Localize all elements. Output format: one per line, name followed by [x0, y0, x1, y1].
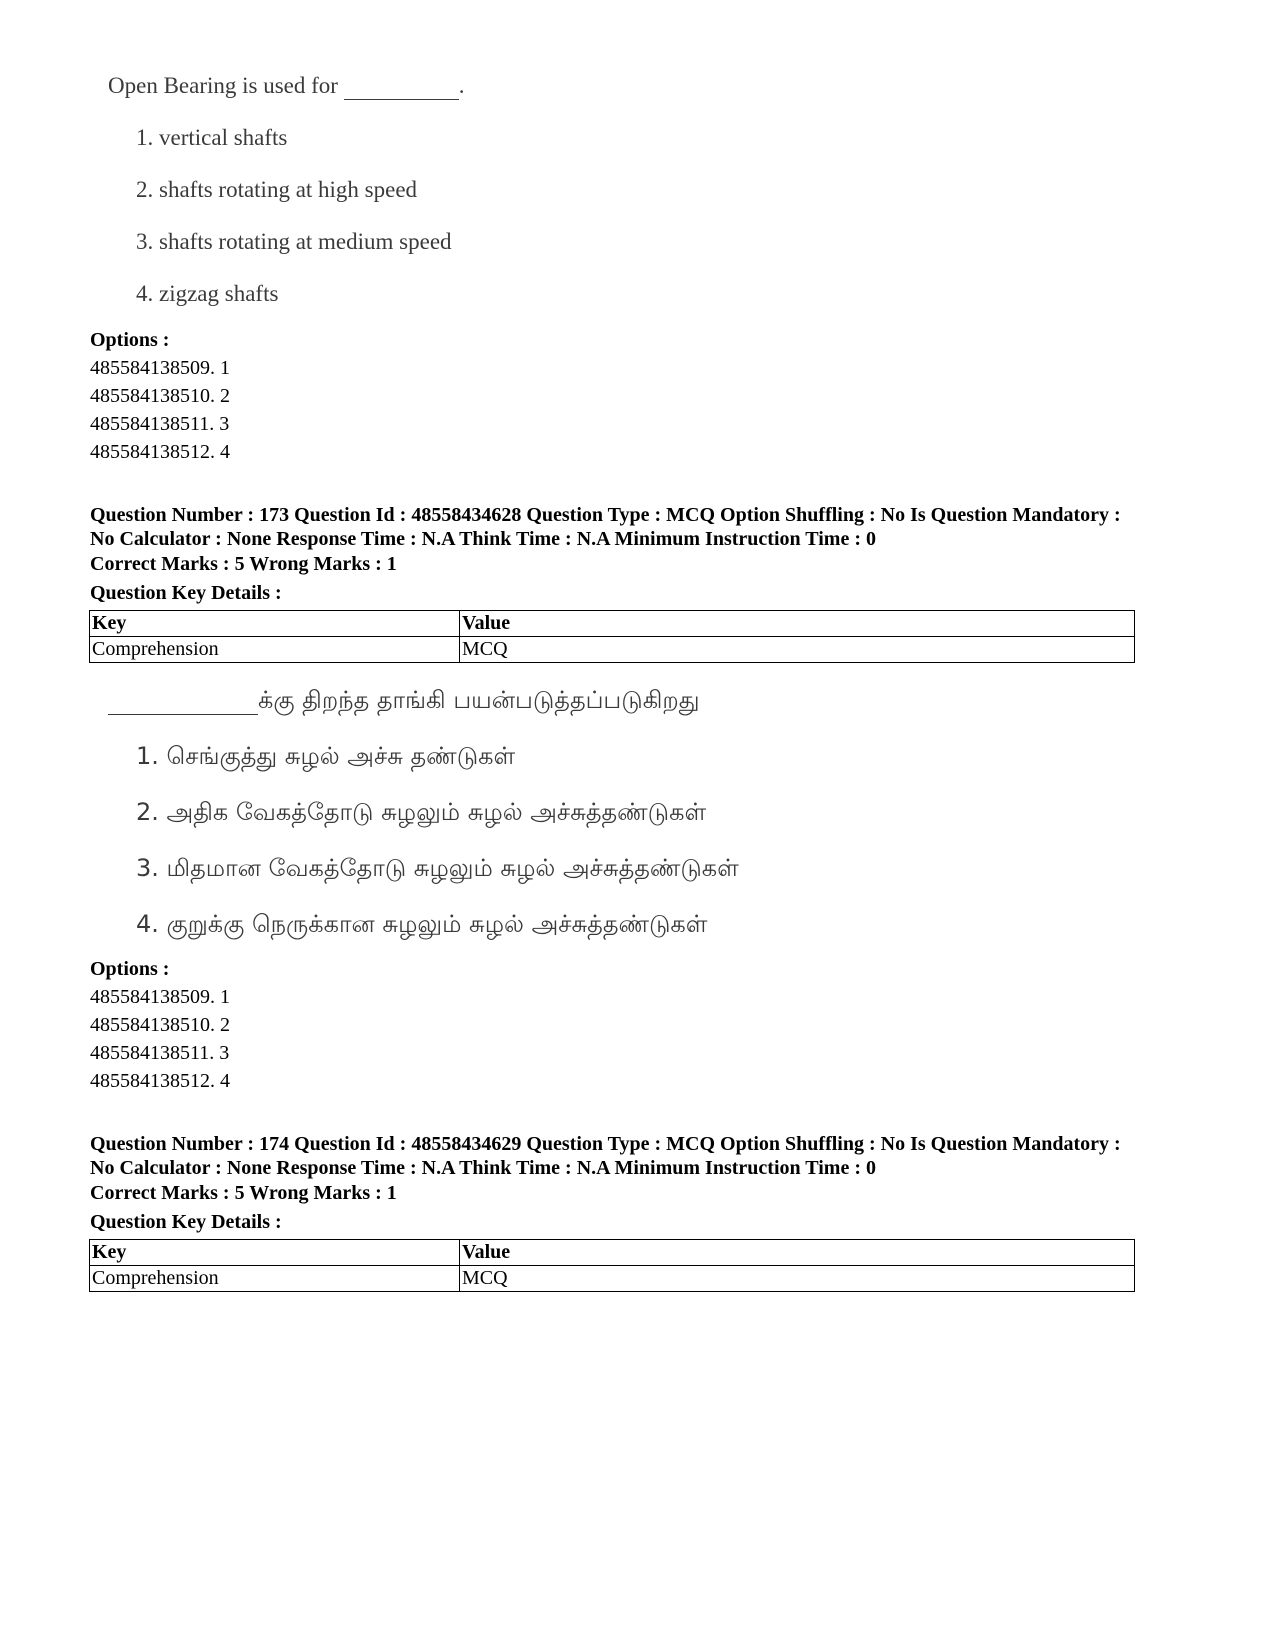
option-item: 485584138510. 2 [90, 1014, 230, 1036]
marks-line: Correct Marks : 5 Wrong Marks : 1 [90, 1182, 397, 1204]
question-meta [90, 503, 1121, 551]
table-header-row [90, 1240, 1135, 1266]
choice-1: 1. vertical shafts [136, 125, 288, 150]
choice-4: 4. zigzag shafts [136, 281, 279, 306]
question-stem-text: க்கு திறந்த தாங்கி பயன்படுத்தப்படுகிறது [258, 686, 700, 714]
option-item: 485584138512. 4 [90, 441, 230, 463]
marks-line: Correct Marks : 5 Wrong Marks : 1 [90, 553, 397, 575]
table-header-cell: Key [90, 1240, 460, 1266]
options-list [90, 354, 230, 466]
option-item: 485584138509. 1 [90, 357, 230, 379]
table-cell: Comprehension [90, 1266, 460, 1292]
table-cell: MCQ [460, 1266, 1135, 1292]
option-item: 485584138511. 3 [90, 1042, 230, 1064]
question-stem-text: Open Bearing is used for [108, 73, 344, 98]
choice-2: 2. அதிக வேகத்தோடு சுழலும் சுழல் அச்சுத்தண்டுகள் [136, 798, 707, 826]
option-item: 485584138511. 3 [90, 413, 230, 435]
key-details-label: Question Key Details : [90, 1211, 282, 1233]
choice-2: 2. shafts rotating at high speed [136, 177, 418, 202]
option-item: 485584138509. 1 [90, 986, 230, 1008]
question-stem-tamil [108, 686, 700, 717]
question-stem-end: . [458, 73, 465, 98]
options-list [90, 983, 230, 1095]
choice-1: 1. செங்குத்து சுழல் அச்சு தண்டுகள் [136, 742, 516, 770]
options-heading: Options : [90, 958, 170, 980]
table-header-cell: Value [460, 611, 1135, 637]
question-meta-line: No Calculator : None Response Time : N.A Think Time : N.A Minimum Instruction Time : 0 [90, 1157, 876, 1179]
question-stem [108, 73, 464, 100]
table-cell: MCQ [460, 637, 1135, 663]
options-heading: Options : [90, 329, 170, 351]
choice-4: 4. குறுக்கு நெருக்கான சுழலும் சுழல் அச்சுத்தண்டுகள் [136, 910, 708, 938]
question-meta-line: Question Number : 173 Question Id : 48558434628 Question Type : MCQ Option Shuffling : No Is Question Mandatory : [90, 504, 1121, 526]
answer-blank [108, 686, 258, 715]
option-item: 485584138510. 2 [90, 385, 230, 407]
table-header-cell: Value [460, 1240, 1135, 1266]
question-meta-line: No Calculator : None Response Time : N.A Think Time : N.A Minimum Instruction Time : 0 [90, 528, 876, 550]
option-item: 485584138512. 4 [90, 1070, 230, 1092]
table-cell: Comprehension [90, 637, 460, 663]
key-details-table [89, 1239, 1135, 1292]
key-details-table [89, 610, 1135, 663]
table-header-row [90, 611, 1135, 637]
answer-blank [344, 73, 459, 100]
key-details-label: Question Key Details : [90, 582, 282, 604]
choice-3: 3. shafts rotating at medium speed [136, 229, 452, 254]
question-meta-line: Question Number : 174 Question Id : 48558434629 Question Type : MCQ Option Shuffling : No Is Question Mandatory : [90, 1133, 1121, 1155]
table-row [90, 637, 1135, 663]
choice-3: 3. மிதமான வேகத்தோடு சுழலும் சுழல் அச்சுத்தண்டுகள் [136, 854, 739, 882]
question-meta [90, 1132, 1121, 1180]
table-row [90, 1266, 1135, 1292]
table-header-cell: Key [90, 611, 460, 637]
